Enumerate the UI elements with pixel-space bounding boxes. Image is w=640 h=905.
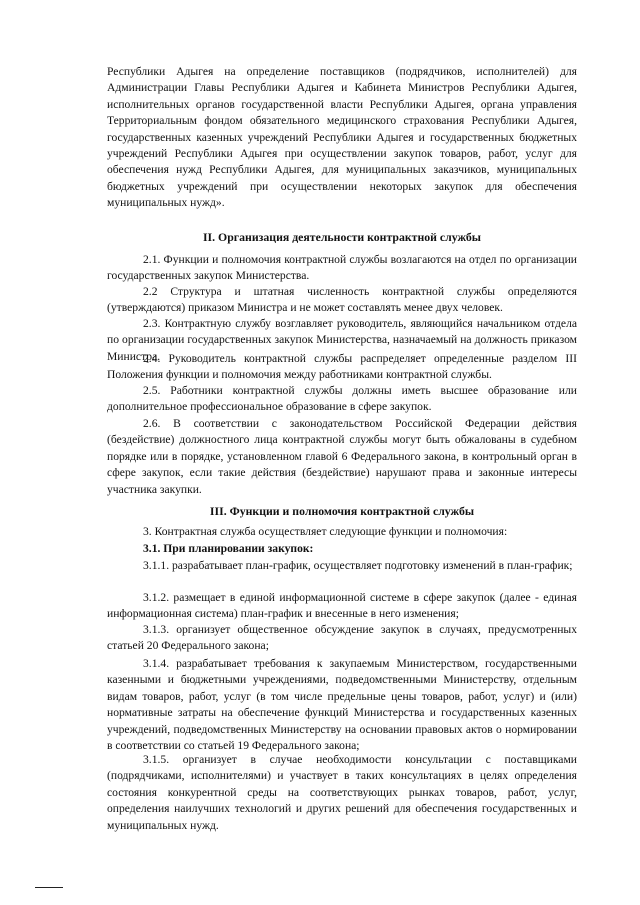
paragraph-2-4: 2.4. Руководитель контрактной службы распределяет определенные разделом III Положения функции и полномочия между работниками контрактной службы. (107, 352, 577, 382)
paragraph-2-2: 2.2 Структура и штатная численность контрактной службы определяются (утверждаются) приказом Министра и не может составлять менее двух человек. (107, 285, 577, 315)
paragraph-2-5: 2.5. Работники контрактной службы должны иметь высшее образование или дополнительное профессиональное образование в сфере закупок. (107, 384, 577, 414)
paragraph-2-3: 2.3. Контрактную службу возглавляет руководитель, являющийся начальником отдела по организации государственных закупок Министерства, назначаемый на должность приказом Министра. (107, 317, 577, 363)
paragraph-3-1-1: 3.1.1. разрабатывает план-график, осуществляет подготовку изменений в план-график; (143, 559, 573, 572)
paragraph-2-6: 2.6. В соответствии с законодательством Российской Федерации действия (бездействие) должностного лица контрактной службы могут быть обжалованы в судебном порядке или в порядке, установленном главой 6 Федерального закона, в контрольный орган в сфере закупок, если такие действия (бездействие) нарушают права и законные интересы участника закупки. (107, 417, 577, 496)
footer-divider (35, 887, 63, 888)
section-3-heading: III. Функции и полномочия контрактной службы (209, 504, 475, 518)
paragraph-3-1-3: 3.1.3. организует общественное обсуждение закупок в случаях, предусмотренных статьей 20 Федерального закона; (107, 623, 577, 653)
paragraph-3-1-2: 3.1.2. размещает в единой информационной системе в сфере закупок (далее - единая информационная система) план-график и внесенные в него изменения; (107, 591, 577, 621)
paragraph-3-lead: 3. Контрактная служба осуществляет следующие функции и полномочия: (143, 525, 508, 538)
intro-paragraph: Республики Адыгея на определение поставщиков (подрядчиков, исполнителей) для Администрации Главы Республики Адыгея и Кабинета Министров Республики Адыгея, исполнительных органов государственной власти Республики Адыгея, органа управления Территориальным фондом обязательного медицинского страхования Республики Адыгея, государственных казенных учреждений Республики Адыгея и государственных бюджетных учреждений Республики Адыгея при осуществлении закупок товаров, работ, услуг для обеспечения нужд Республики Адыгея, для муниципальных заказчиков, муниципальных бюджетных учреждений при осуществлении некоторых закупок для обеспечения муниципальных нужд». (107, 65, 577, 210)
section-2-heading: II. Организация деятельности контрактной службы (202, 230, 482, 244)
subheading-3-1: 3.1. При планировании закупок: (143, 542, 314, 555)
paragraph-3-1-5: 3.1.5. организует в случае необходимости консультации с поставщиками (подрядчиками, исполнителями) и участвует в таких консультациях в целях определения состояния конкурентной среды на соответствующих рынках товаров, работ, услуг, определения наилучших технологий и других решений для обеспечения государственных и муниципальных нужд. (107, 753, 577, 832)
paragraph-2-1: 2.1. Функции и полномочия контрактной службы возлагаются на отдел по организации государственных закупок Министерства. (107, 253, 577, 283)
paragraph-3-1-4: 3.1.4. разрабатывает требования к закупаемым Министерством, государственными казенными и бюджетными учреждениями, подведомственными Министерству, отдельным видам товаров, работ, услуг (в том числе предельные цены товаров, работ, услуг) и (или) нормативные затраты на обеспечение функций Министерства и государственных казенных учреждений, подведомственных Министерству на основании правовых актов о нормировании в соответствии со статьей 19 Федерального закона; (107, 657, 577, 753)
